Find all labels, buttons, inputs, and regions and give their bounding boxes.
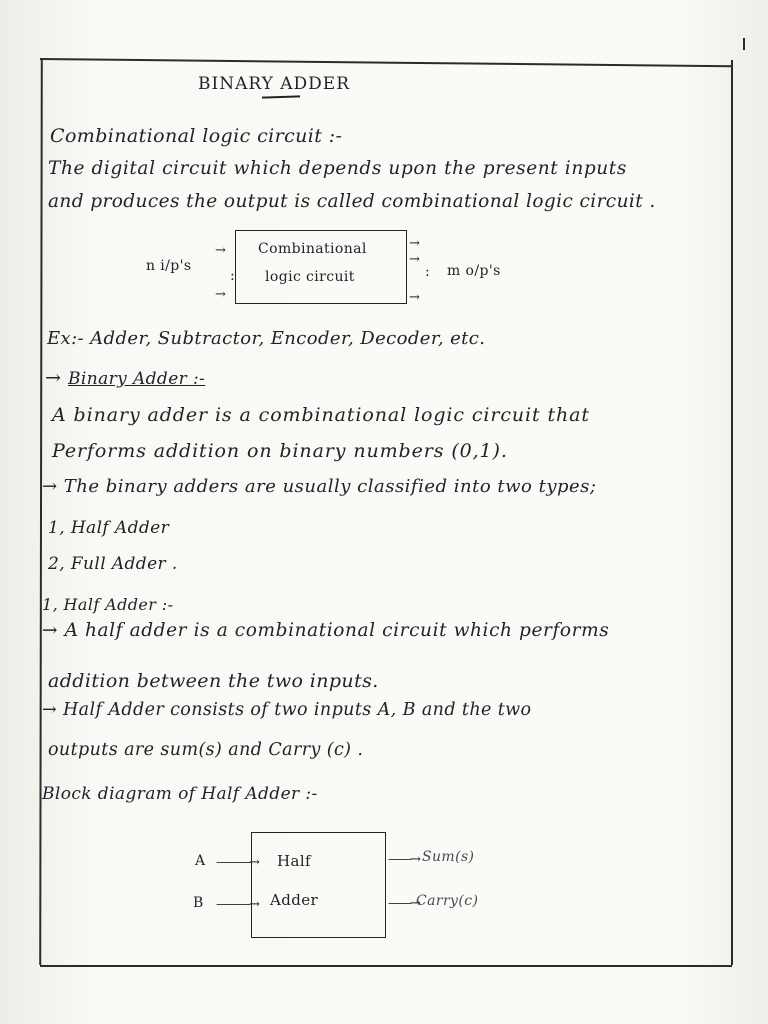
output-arrow-icon: → xyxy=(409,290,420,305)
paragraph-line: outputs are sum(s) and Carry (c) . xyxy=(48,740,364,760)
paragraph-line: addition between the two inputs. xyxy=(48,670,379,692)
paragraph-line: The digital circuit which depends upon the present inputs xyxy=(48,158,627,179)
output-arrow-icon: → xyxy=(409,236,420,251)
page-border-right xyxy=(731,60,733,965)
page-border-bottom xyxy=(40,965,732,967)
carry-output-label: Carry(c) xyxy=(416,893,479,909)
input-b-arrow-icon: ———→ xyxy=(216,897,258,912)
paragraph-line: → The binary adders are usually classified into two types; xyxy=(42,476,597,497)
sum-arrow-icon: ——→ xyxy=(388,852,419,867)
input-a-label: A xyxy=(195,853,206,869)
input-arrow-icon: → xyxy=(215,287,226,302)
section-heading-block-diagram: Block diagram of Half Adder :- xyxy=(42,784,318,804)
output-count-label: m o/p's xyxy=(447,263,501,279)
section-heading-binary-adder: Binary Adder :- xyxy=(68,369,206,389)
output-arrow-icon: → xyxy=(409,252,420,267)
paragraph-line: → A half adder is a combinational circuit which performs xyxy=(42,620,610,641)
input-ellipsis: : xyxy=(230,268,236,284)
paragraph-line: → Half Adder consists of two inputs A, B and the two xyxy=(42,700,532,720)
examples-line: Ex:- Adder, Subtractor, Encoder, Decoder, etc. xyxy=(47,328,486,349)
list-item: 2, Full Adder . xyxy=(48,554,178,574)
margin-tick-mark xyxy=(743,38,745,50)
block-label-line2: Adder xyxy=(270,891,319,909)
paragraph-line: A binary adder is a combinational logic circuit that xyxy=(52,404,590,426)
carry-arrow-icon: ——→ xyxy=(388,896,419,911)
block-label-line2: logic circuit xyxy=(265,269,355,285)
section-heading-half-adder: 1, Half Adder :- xyxy=(42,595,174,614)
half-adder-block xyxy=(251,832,386,938)
block-label-line1: Half xyxy=(277,852,311,870)
paragraph-line: and produces the output is called combinational logic circuit . xyxy=(48,191,656,212)
input-a-arrow-icon: ———→ xyxy=(216,855,258,870)
input-b-label: B xyxy=(193,895,204,911)
page-title: BINARY ADDER xyxy=(198,74,351,94)
output-ellipsis: : xyxy=(425,264,431,280)
arrow-icon: → xyxy=(45,367,62,389)
section-heading-combinational: Combinational logic circuit :- xyxy=(50,125,343,147)
input-count-label: n i/p's xyxy=(146,258,192,274)
input-arrow-icon: → xyxy=(215,243,226,258)
block-label-line1: Combinational xyxy=(258,241,367,257)
list-item: 1, Half Adder xyxy=(48,518,170,538)
paragraph-line: Performs addition on binary numbers (0,1). xyxy=(52,440,508,462)
sum-output-label: Sum(s) xyxy=(422,849,475,865)
